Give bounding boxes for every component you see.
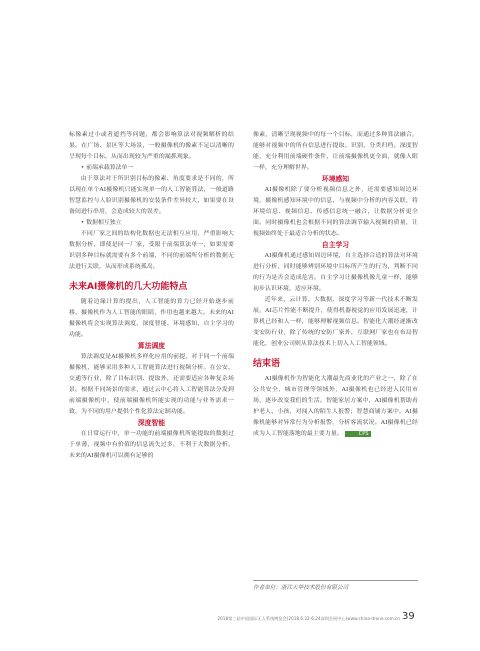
subsection-heading: 深度智能 (137, 419, 166, 427)
subsection-heading: 环境感知 (321, 175, 350, 183)
author-affiliation: 作者单位：浙江大华技术股份有限公司 (253, 580, 418, 591)
bullet-item: • 前端承载算法单一 (80, 165, 134, 171)
paragraph: AI摄像机除了要分析视频信息之外，还需要感知周边环境，摄像机感知环境中的信息，与视频中分析的内容关联，将环境信息、视频信息、传感信息统一融合，让数据分析更全面。同时摄像机也会根据不同的算法调节输入视频的质量，让视频始终处于最适合分析的状态。 (253, 187, 418, 237)
paragraph: 算法调度是AI摄像机多样化应用的前提，对于同一个前端摄像机，能够采用多种人工智能算法进行视频分析。在公安、交通等行业，除了目标识别、提取外，还需要适应各种复杂场景。根据不同场景的需求，通过云中心将人工智能算法分发到前端摄像机中，使前端摄像机所能实现的功能与业务需求一致，为不同的用户提供个性化算法定制功能。 (69, 354, 234, 415)
subsection-heading: 自主学习 (321, 241, 350, 249)
end-mark-icon: CPS (345, 431, 371, 437)
bullet-item: • 数据相互独立 (80, 220, 122, 226)
page-number: 39 (402, 611, 415, 622)
paragraph: 由于算法对于所识别目标的像素、角度要求是不同的，所以现在单个AI摄像机只能实现单一的人工智能算法，一般道路智慧监控与人脸识别摄像机的安装条件差异较大，如果要在设备间进行串用，会造成较大的误差。 (69, 176, 234, 215)
left-column (69, 130, 234, 462)
right-column (253, 130, 418, 440)
paragraph-text: AI摄像机作为智能化大潮最先商业化的产业之一，除了在公共安全、城市管理等领域外，AI摄像机也已经进入民用市场，逐步改变我们的生活。智能家居方案中，AI摄像机帮助看护老人、小孩，对闯入的陌生人报警；智慧商铺方案中，AI摄像机能够对异常行为分析报警，分析客流状况。AI摄像机已经成为人工智能落地的最主要力量。 (253, 376, 418, 437)
paragraph (253, 374, 418, 440)
section-heading: 结束语 (253, 359, 281, 369)
paragraph: 随着边缘计算的提出，人工智能的算力已经开始逐步前移，摄像机作为人工智能的眼睛，作用也越来越大。未来的AI摄像机将会实现算法调度、深度智能、环境感知、自主学习的功能。 (69, 299, 234, 338)
paragraph: 不同厂家之间的结构化数据也无法相互应用，严重影响大数据分析，即使是同一厂家，受限于前端算法单一，如果需要识别多种目标就需要有多个前端，不同的前端所分析的数据无法进行关联，从而形成系统孤岛。 (69, 231, 234, 270)
paragraph: 标像素过小或者遮挡等问题，都会影响算法对视频解析的结果。在广场、景区等大场景，一般摄像机的像素不足以清晰的呈现每个目标，从而出现较为严重的漏抓现象。 (69, 132, 234, 160)
section-heading: 未来AI摄像机的几大功能特点 (69, 282, 188, 292)
paragraph: 在日常运行中，单一功能的前端摄像机所能提取的数据过于单薄，视频中有价值的信息流失过多，不利于大数据分析。未来的AI摄像机可以拥有足够的 (69, 431, 234, 459)
paragraph: 近年来，云计算、大数据、深度学习等新一代技术不断发展，AI芯片性能不断提升，使得机器视觉的应用发展迅速，计算机已经和人一样，能够理解视频信息。智能化大潮经逐渐改变安防行业，除了传统的安防厂家外，互联网厂家也在布局智能化，创业公司则从算法技术上切入人工智能领域。 (253, 297, 418, 347)
paragraph: 像素，清晰呈现视频中的每一个目标，而通过多种算法融合，能够对视频中的所有信息进行提取、识别、分类归档。深度智能，充分利用前端硬件条件，让前端摄像机更全面，就像人眼一样，充分理解世界。 (253, 132, 418, 171)
subsection-heading: 算法调度 (137, 342, 166, 350)
paragraph: AI摄像机通过感知周边环境，自主选择合适的算法对环境进行分析，同时能够辨别环境中目标所产生的行为，判断不同的行为是否会造成危害。自主学习让摄像机像儿童一样，能够初步认识环境，适应环境。 (253, 253, 418, 292)
footer-text: 2018第三届中国国际无人系统博览会(2018.6.22-6.24深圳会展中心)www.china-drone.com.cn (217, 616, 400, 621)
